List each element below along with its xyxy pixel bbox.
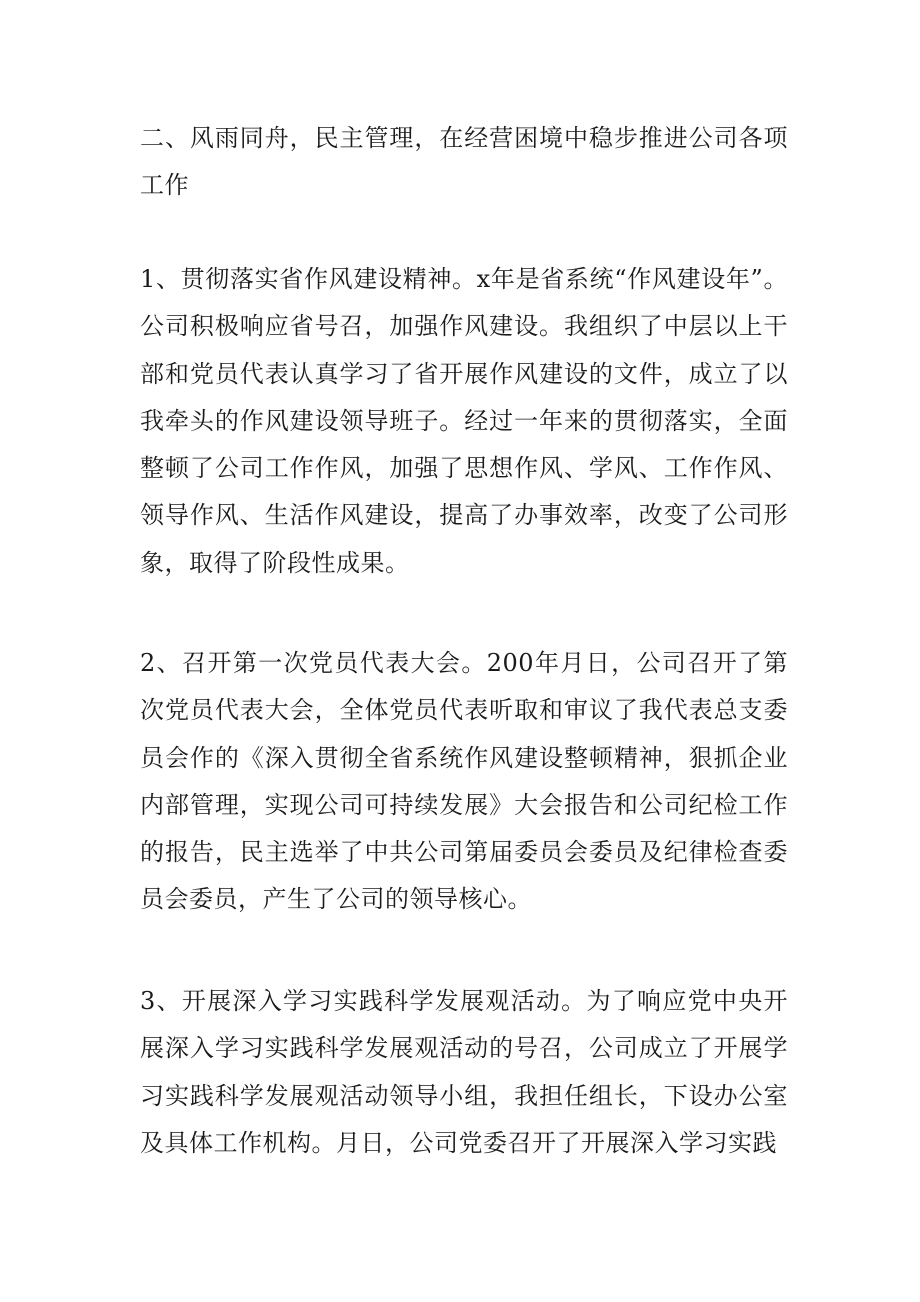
paragraph-style-building: 1、贯彻落实省作风建设精神。x年是省系统“作风建设年”。公司积极响应省号召，加强作风建设。我组织了中层以上干部和党员代表认真学习了省开展作风建设的文件，成立了以我牵头的作风建设领导班子。经过一年来的贯彻落实，全面整顿了公司工作作风，加强了思想作风、学风、工作作风、领导作风、生活作风建设，提高了办事效率，改变了公司形象，取得了阶段性成果。: [140, 265, 788, 577]
paragraph-party-congress: 2、召开第一次党员代表大会。200年月日，公司召开了第次党员代表大会，全体党员代表听取和审议了我代表总支委员会作的《深入贯彻全省系统作风建设整顿精神，狠抓企业内部管理，实现公司可持续发展》大会报告和公司纪检工作的报告，民主选举了中共公司第届委员会委员及纪律检查委员会委员，产生了公司的领导核心。: [140, 649, 788, 914]
paragraph-scientific-development: 3、开展深入学习实践科学发展观活动。为了响应党中央开展深入学习实践科学发展观活动的号召，公司成立了开展学习实践科学发展观活动领导小组，我担任组长，下设办公室及具体工作机构。月日，公司党委召开了开展深入学习实践: [140, 987, 788, 1157]
section-heading: 二、风雨同舟，民主管理，在经营困境中稳步推进公司各项工作: [140, 124, 788, 200]
